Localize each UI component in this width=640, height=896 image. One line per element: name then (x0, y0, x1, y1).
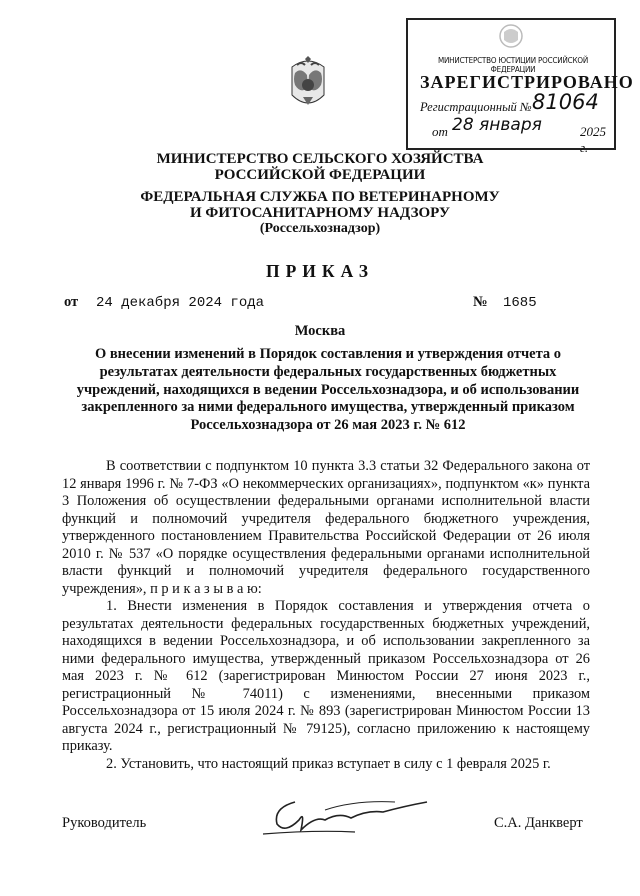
order-number: 1685 (503, 295, 537, 311)
stamp-registered: ЗАРЕГИСТРИРОВАНО (420, 72, 634, 92)
service-line1: ФЕДЕРАЛЬНАЯ СЛУЖБА ПО ВЕТЕРИНАРНОМУ (140, 189, 500, 205)
stamp-date-handwritten: 28 января (452, 115, 542, 135)
ministry-line2: РОССИЙСКОЙ ФЕДЕРАЦИИ (214, 167, 426, 183)
handwritten-signature (255, 790, 445, 850)
order-body (62, 458, 590, 773)
stamp-org: МИНИСТЕРСТВО ЮСТИЦИИ РОССИЙСКОЙ ФЕДЕРАЦИИ (437, 56, 589, 74)
order-city: Москва (294, 323, 346, 339)
order-date: 24 декабря 2024 года (96, 295, 265, 311)
signature-position: Руководитель (62, 815, 147, 831)
document-title: ПРИКАЗ (265, 261, 375, 281)
preamble-text: В соответствии с подпунктом 10 пункта 3.3 статьи 32 Федерального закона от 12 января 1996 г. № 7-ФЗ «О некоммерческих организациях», подпунктом «к» пункта 3 Положения об осуществлении федеральными органами исполнительной власти функций и полномочий учредителя федерального бюджетного учреждения, утвержденного постановлением Правительства Российской Федерации от 26 июля 2010 г. № 537 «О порядке осуществления федеральными органами исполнительной власти функций и полномочий учредителя федерального государственного учреждения», (62, 458, 590, 597)
preamble-paragraph (62, 458, 590, 598)
stamp-year: 2025 г. (580, 124, 606, 155)
service-line2: И ФИТОСАНИТАРНОМУ НАДЗОРУ (190, 205, 450, 221)
order-date-label: от (64, 294, 79, 310)
order-number-label: № (473, 294, 488, 310)
registration-stamp (406, 18, 634, 155)
order-heading: О внесении изменений в Порядок составления и утверждения отчета о результатах деятельности федеральных государственных бюджетных учреждений, находящихся в ведении Россельхознадзора, и об использовании закрепленного за ними федерального имущества, утвержденный приказом Россельхознадзора от 26 мая 2023 г. № 612 (76, 346, 580, 434)
signature-name: С.А. Данкверт (494, 815, 583, 831)
stamp-reg-label: Регистрационный № (420, 100, 532, 114)
coat-of-arms-emblem (283, 53, 333, 113)
item-2-paragraph: 2. Установить, что настоящий приказ вступает в силу с 1 февраля 2025 г. (106, 755, 551, 772)
ministry-line1: МИНИСТЕРСТВО СЕЛЬСКОГО ХОЗЯЙСТВА (156, 151, 484, 167)
service-short-name: (Россельхознадзор) (259, 221, 381, 236)
stamp-emblem-icon (408, 20, 614, 54)
stamp-date-prefix: от (432, 124, 448, 139)
directive-text: п р и к а з ы в а ю: (150, 580, 262, 597)
stamp-reg-number: 81064 (532, 90, 599, 114)
item-1-paragraph: 1. Внести изменения в Порядок составления и утверждения отчета о результатах деятельности федеральных государственных бюджетных учреждений, находящихся в ведении Россельхознадзора, и об использовании закрепленного за ними федерального имущества, утвержденный приказом Россельхознадзора от 26 мая 2023 г. № 612 (зарегистрирован Минюстом России 27 июня 2023 г., регистрационный № 74011) с изменениями, внесенными приказом Россельхознадзора от 15 июля 2024 г. № 893 (зарегистрирован Минюстом России 13 августа 2024 г., регистрационный № 79125), согласно приложению к настоящему приказу. (62, 598, 590, 754)
